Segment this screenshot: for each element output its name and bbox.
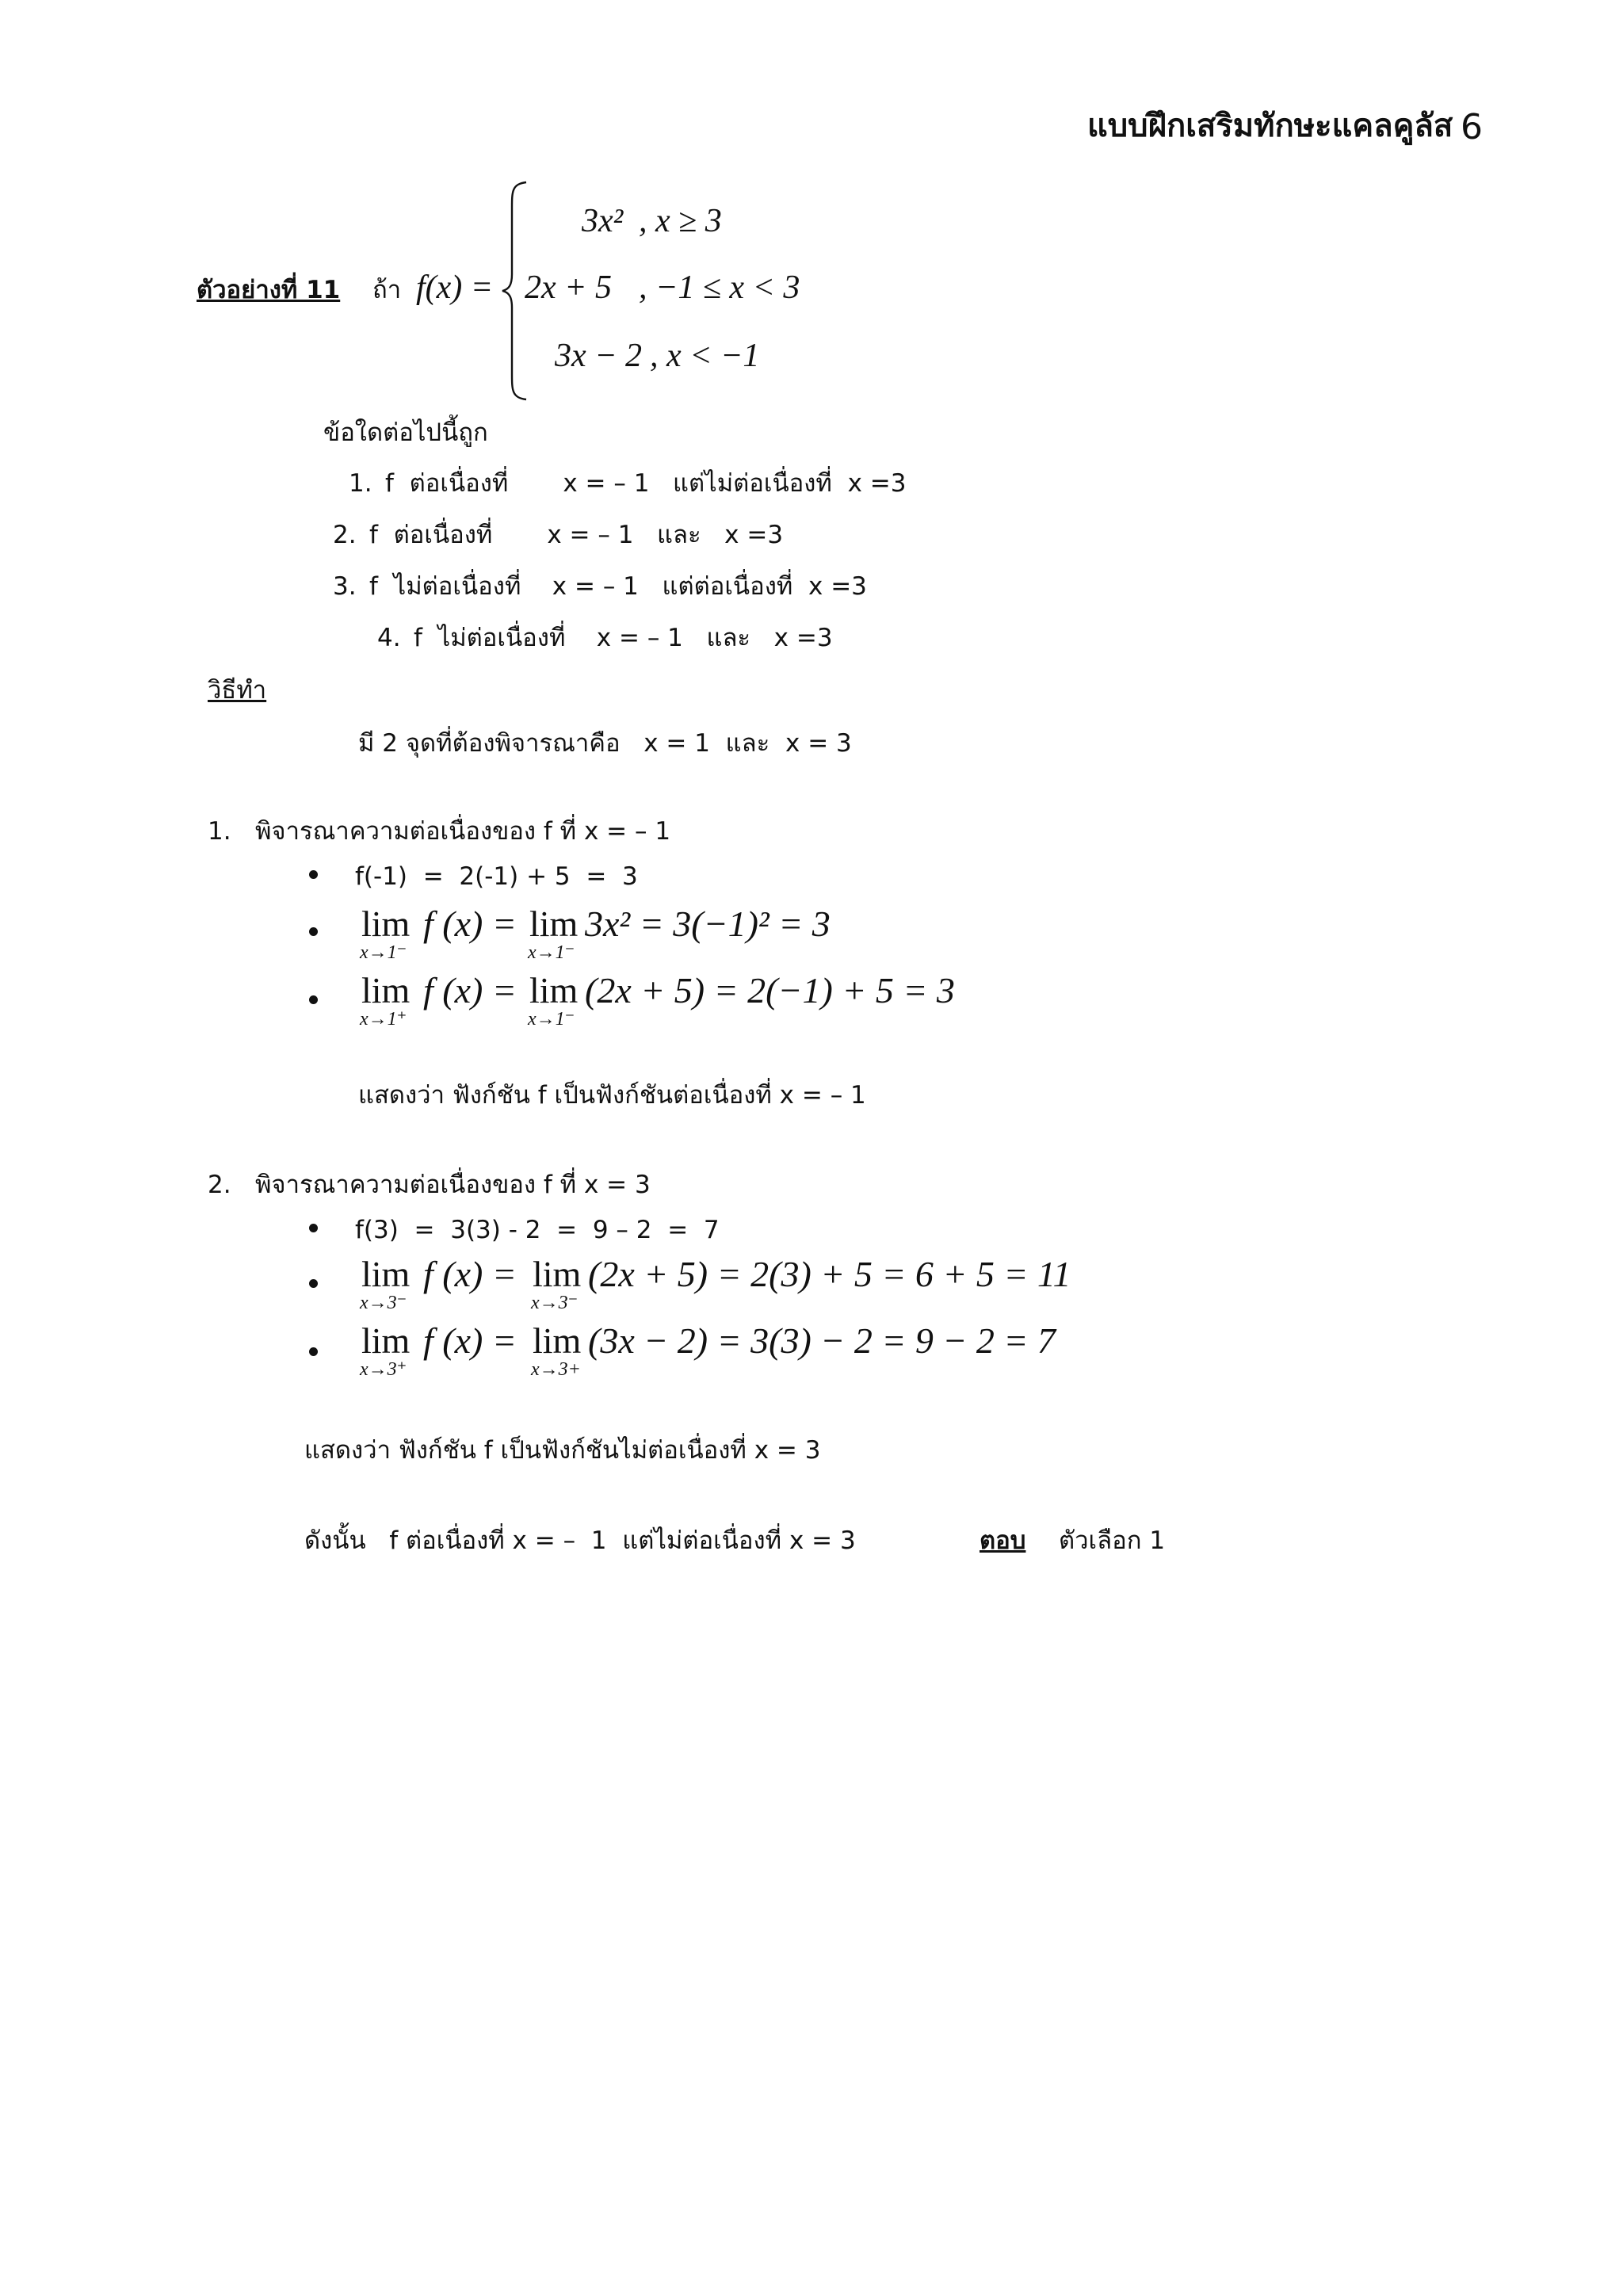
lim-word: lim [529,970,579,1010]
lim-subscript: x→1⁻ [528,942,575,963]
choice-2-text: f ต่อเนื่องที่ x = – 1 และ x =3 [369,521,784,549]
choice-1-text: f ต่อเนื่องที่ x = – 1 แต่ไม่ต่อเนื่องที่ x =3 [385,469,907,498]
part-1-conclusion: แสดงว่า ฟังก์ชัน f เป็นฟังก์ชันต่อเนื่องที่ x = – 1 [358,1081,866,1110]
if-word: ถ้า [372,276,402,304]
lim-word: lim [361,904,411,944]
choice-2-num: 2. [333,521,357,549]
lim-word: lim [361,1320,411,1361]
choice-4-num: 4. [377,624,401,652]
solution-label: วิธีทำ [208,676,267,705]
case-1-expr: 3x² [582,203,624,239]
lim-mid: f (x) = [423,970,517,1010]
choice-3-num: 3. [333,572,357,601]
lim-word: lim [529,904,579,944]
answer-value: ตัวเลือก 1 [1059,1526,1166,1555]
lim-subscript: x→1⁻ [528,1009,575,1030]
lim-word: lim [533,1254,582,1294]
bullet [309,995,318,1004]
lim-rest: (2x + 5) = 2(−1) + 5 = 3 [585,970,955,1010]
bullet [309,927,318,936]
case-2-cond: , −1 ≤ x < 3 [639,269,800,306]
part-1-num: 1. [208,817,231,846]
choice-4-text: f ไม่ต่อเนื่องที่ x = – 1 และ x =3 [414,624,833,652]
lim-subscript: x→3⁺ [360,1359,407,1380]
lim-mid: f (x) = [423,904,517,944]
lim-subscript: x→3+ [531,1359,581,1380]
bullet [309,1224,318,1232]
function-lhs: f(x) = [416,269,494,306]
lim-subscript: x→1⁺ [360,1009,407,1030]
answer-label: ตอบ [980,1526,1026,1555]
bullet [309,870,318,879]
final-statement: ดังนั้น f ต่อเนื่องที่ x = – 1 แต่ไม่ต่อเนื่องที่ x = 3 [304,1526,856,1555]
choice-1-num: 1. [349,469,372,498]
part-2-title: พิจารณาความต่อเนื่องของ f ที่ x = 3 [255,1171,651,1199]
solution-intro: มี 2 จุดที่ต้องพิจารณาคือ x = 1 และ x = 3 [358,729,852,758]
page-number: 6 [1461,107,1483,147]
lim-subscript: x→3⁻ [360,1293,407,1313]
lim-mid: f (x) = [423,1320,517,1361]
header-title: แบบฝึกเสริมทักษะแคลคูลัส [1087,108,1453,144]
part-1-eval: f(-1) = 2(-1) + 5 = 3 [355,862,638,891]
lim-word: lim [361,970,411,1010]
question-text: ข้อใดต่อไปนี้ถูก [323,418,488,447]
lim-subscript: x→1⁻ [360,942,407,963]
lim-word: lim [533,1320,582,1361]
bullet [309,1347,318,1356]
lim-mid: f (x) = [423,1254,517,1294]
part-2-eval: f(3) = 3(3) - 2 = 9 – 2 = 7 [355,1216,720,1244]
lim-rest: (2x + 5) = 2(3) + 5 = 6 + 5 = 11 [588,1254,1071,1294]
lim-subscript: x→3⁻ [531,1293,579,1313]
lim-rest: (3x − 2) = 3(3) − 2 = 9 − 2 = 7 [588,1320,1056,1361]
part-2-conclusion: แสดงว่า ฟังก์ชัน f เป็นฟังก์ชันไม่ต่อเนื่องที่ x = 3 [304,1436,821,1465]
case-3-expr: 3x − 2 [555,338,642,374]
choice-3-text: f ไม่ต่อเนื่องที่ x = – 1 แต่ต่อเนื่องที่ x =3 [369,572,867,601]
part-1-title: พิจารณาความต่อเนื่องของ f ที่ x = – 1 [255,817,671,846]
bullet [309,1279,318,1288]
part-2-num: 2. [208,1171,231,1199]
case-2-expr: 2x + 5 [525,269,612,306]
lim-rest: 3x² = 3(−1)² = 3 [585,904,831,944]
case-1-cond: , x ≥ 3 [639,203,722,239]
example-label: ตัวอย่างที่ 11 [197,276,341,304]
lim-word: lim [361,1254,411,1294]
case-3-cond: , x < −1 [650,338,760,374]
